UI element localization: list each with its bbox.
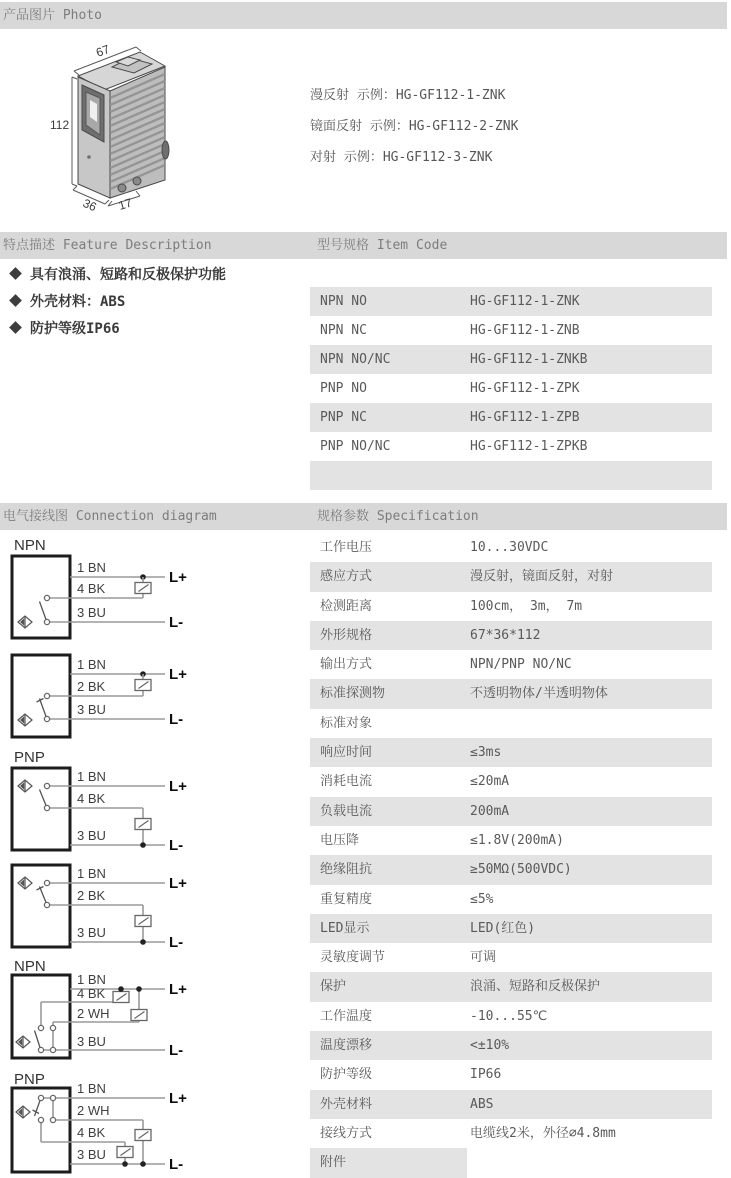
spec-label: 附件 bbox=[310, 1148, 467, 1177]
spec-value: ≥50MΩ(500VDC) bbox=[467, 855, 712, 884]
terminal-lminus: L- bbox=[169, 837, 184, 854]
wire-label: 1 BN bbox=[77, 866, 106, 881]
spec-row bbox=[310, 1060, 712, 1089]
spec-label: 接线方式 bbox=[310, 1119, 467, 1148]
wire-label: 3 BU bbox=[77, 828, 106, 843]
item-code: HG-GF112-1-ZNKB bbox=[467, 345, 712, 374]
spec-value: ≤5% bbox=[467, 885, 712, 914]
spec-row bbox=[310, 855, 712, 884]
spec-value: 电缆线2米，外径∅4.8mm bbox=[467, 1119, 712, 1148]
spec-row bbox=[310, 1090, 712, 1119]
spec-value: ≤1.8V(200mA) bbox=[467, 826, 712, 855]
spec-row bbox=[310, 1031, 712, 1060]
spec-value: 200mA bbox=[467, 797, 712, 826]
item-code bbox=[467, 461, 712, 490]
spec-row bbox=[310, 1119, 712, 1148]
spec-row bbox=[310, 767, 712, 796]
spec-label: LED显示 bbox=[310, 914, 467, 943]
spec-row bbox=[310, 1148, 712, 1177]
feature-item bbox=[8, 287, 226, 314]
spec-value bbox=[467, 1148, 712, 1177]
terminal-lminus: L- bbox=[169, 614, 184, 631]
wire-label: 3 BU bbox=[77, 925, 106, 940]
section-title-specification: 规格参数 Specification bbox=[317, 509, 479, 524]
feature-item bbox=[8, 260, 226, 287]
spec-label: 输出方式 bbox=[310, 650, 467, 679]
connection-diagram-npn-no bbox=[8, 534, 298, 646]
load-symbol-icon bbox=[117, 1147, 133, 1158]
spec-row bbox=[310, 562, 712, 591]
specification-table bbox=[310, 533, 712, 1178]
section-title-feature: 特点描述 Feature Description bbox=[3, 238, 212, 253]
wire-label: 1 BN bbox=[77, 560, 106, 575]
spec-value: 100cm， 3m， 7m bbox=[467, 592, 712, 621]
section-title-connection: 电气接线图 Connection diagram bbox=[3, 509, 217, 524]
diagram-type-label: NPN bbox=[14, 958, 46, 975]
item-code: HG-GF112-1-ZNB bbox=[467, 316, 712, 345]
feature-text: 外壳材料：ABS bbox=[30, 293, 126, 310]
section-header-connection-spec bbox=[0, 503, 727, 530]
sensor-symbol-icon bbox=[16, 1036, 30, 1048]
wire-label: 3 BU bbox=[77, 702, 106, 717]
product-drawing bbox=[46, 40, 226, 235]
item-code-table bbox=[310, 287, 712, 490]
diamond-bullet-icon bbox=[9, 321, 22, 334]
dimension-width-label: 67 bbox=[94, 41, 112, 60]
section-header-feature-itemcode bbox=[0, 232, 727, 259]
sensor-symbol-icon bbox=[16, 1106, 30, 1118]
item-code-row bbox=[310, 345, 712, 374]
load-symbol-icon bbox=[135, 680, 151, 691]
spec-row bbox=[310, 885, 712, 914]
example-retroreflective: 镜面反射 示例：HG-GF112-2-ZNK bbox=[310, 119, 519, 134]
spec-value: 浪涌、短路和反极保护 bbox=[467, 972, 712, 1001]
item-code: HG-GF112-1-ZPK bbox=[467, 374, 712, 403]
wire-label: 1 BN bbox=[77, 769, 106, 784]
item-code: HG-GF112-1-ZNK bbox=[467, 287, 712, 316]
connection-diagram-pnp-nc bbox=[8, 862, 298, 952]
sensor-symbol-icon bbox=[18, 714, 32, 726]
example-diffuse: 漫反射 示例：HG-GF112-1-ZNK bbox=[310, 88, 506, 103]
diagram-type-label: PNP bbox=[14, 1072, 45, 1088]
spec-row bbox=[310, 797, 712, 826]
spec-row bbox=[310, 709, 712, 738]
spec-label: 电压降 bbox=[310, 826, 467, 855]
feature-text: 防护等级IP66 bbox=[30, 320, 120, 337]
spec-label: 工作温度 bbox=[310, 1002, 467, 1031]
spec-row bbox=[310, 738, 712, 767]
wire-label: 4 BK bbox=[77, 986, 106, 1001]
load-symbol-icon bbox=[135, 916, 151, 927]
wire-label: 4 BK bbox=[77, 1125, 106, 1140]
feature-item bbox=[8, 314, 226, 341]
terminal-lminus: L- bbox=[169, 1042, 184, 1059]
load-symbol-icon bbox=[135, 819, 151, 830]
item-type: PNP NC bbox=[310, 403, 467, 432]
spec-row bbox=[310, 679, 712, 708]
spec-row bbox=[310, 914, 712, 943]
spec-value: ≤20mA bbox=[467, 767, 712, 796]
terminal-lminus: L- bbox=[169, 1156, 184, 1173]
spec-label: 响应时间 bbox=[310, 738, 467, 767]
spec-label: 感应方式 bbox=[310, 562, 467, 591]
connection-diagram-npn-nc bbox=[8, 652, 298, 742]
section-title-photo: 产品图片 Photo bbox=[3, 8, 102, 23]
spec-value: 不透明物体/半透明物体 bbox=[467, 679, 712, 708]
dimension-height-label: 112 bbox=[50, 118, 70, 132]
connection-diagram-pnp-no bbox=[8, 748, 298, 854]
spec-label: 消耗电流 bbox=[310, 767, 467, 796]
item-code: HG-GF112-1-ZPB bbox=[467, 403, 712, 432]
spec-value bbox=[467, 709, 712, 738]
diagram-type-label: PNP bbox=[14, 749, 45, 766]
wire-label: 2 WH bbox=[77, 1006, 110, 1021]
model-examples bbox=[310, 80, 518, 173]
spec-row bbox=[310, 943, 712, 972]
dimension-depth-label: 36 bbox=[80, 195, 99, 215]
spec-value: IP66 bbox=[467, 1060, 712, 1089]
wire-label: 2 WH bbox=[77, 1103, 110, 1118]
terminal-lminus: L- bbox=[169, 711, 184, 728]
spec-row bbox=[310, 972, 712, 1001]
terminal-lplus: L+ bbox=[169, 569, 187, 586]
wire-label: 3 BU bbox=[77, 1034, 106, 1049]
section-header-photo bbox=[0, 2, 727, 29]
item-code-row bbox=[310, 287, 712, 316]
spec-label: 保护 bbox=[310, 972, 467, 1001]
spec-label: 工作电压 bbox=[310, 533, 467, 562]
item-code-row bbox=[310, 374, 712, 403]
spec-value: 可调 bbox=[467, 943, 712, 972]
connection-diagram-npn-nonc bbox=[8, 958, 298, 1070]
wire-label: 1 BN bbox=[77, 1081, 106, 1096]
spec-value: LED(红色) bbox=[467, 914, 712, 943]
spec-value: 10...30VDC bbox=[467, 533, 712, 562]
load-symbol-icon bbox=[131, 1010, 147, 1021]
feature-text: 具有浪涌、短路和反极保护功能 bbox=[30, 266, 226, 283]
item-type: NPN NC bbox=[310, 316, 467, 345]
section-title-item-code: 型号规格 Item Code bbox=[317, 238, 448, 253]
item-type: NPN NO/NC bbox=[310, 345, 467, 374]
wire-label: 1 BN bbox=[77, 972, 106, 987]
item-type bbox=[310, 461, 467, 490]
wire-label: 1 BN bbox=[77, 657, 106, 672]
item-code-row bbox=[310, 403, 712, 432]
wire-label: 2 BK bbox=[77, 888, 106, 903]
spec-value: <±10% bbox=[467, 1031, 712, 1060]
wire-label: 3 BU bbox=[77, 605, 106, 620]
item-code-row bbox=[310, 316, 712, 345]
spec-value: 67*36*112 bbox=[467, 621, 712, 650]
spec-value: 漫反射，镜面反射，对射 bbox=[467, 562, 712, 591]
spec-label: 外壳材料 bbox=[310, 1090, 467, 1119]
terminal-lplus: L+ bbox=[169, 1090, 187, 1107]
wire-label: 2 BK bbox=[77, 679, 106, 694]
spec-label: 外形规格 bbox=[310, 621, 467, 650]
spec-label: 温度漂移 bbox=[310, 1031, 467, 1060]
spec-label: 灵敏度调节 bbox=[310, 943, 467, 972]
spec-row bbox=[310, 650, 712, 679]
dimension-offset-label: 17 bbox=[116, 195, 134, 213]
spec-value: ABS bbox=[467, 1090, 712, 1119]
sensor-symbol-icon bbox=[18, 877, 32, 889]
spec-value: NPN/PNP NO/NC bbox=[467, 650, 712, 679]
spec-row bbox=[310, 533, 712, 562]
spec-row bbox=[310, 592, 712, 621]
item-code-row bbox=[310, 461, 712, 490]
diagram-type-label: NPN bbox=[14, 537, 46, 554]
diamond-bullet-icon bbox=[9, 267, 22, 280]
spec-row bbox=[310, 1002, 712, 1031]
spec-label: 标准探测物 bbox=[310, 679, 467, 708]
spec-value: -10...55℃ bbox=[467, 1002, 712, 1031]
wire-label: 4 BK bbox=[77, 581, 106, 596]
item-type: PNP NO bbox=[310, 374, 467, 403]
item-type: NPN NO bbox=[310, 287, 467, 316]
wire-label: 4 BK bbox=[77, 791, 106, 806]
spec-value: ≤3ms bbox=[467, 738, 712, 767]
spec-label: 负载电流 bbox=[310, 797, 467, 826]
sensor-symbol-icon bbox=[18, 616, 32, 628]
connection-diagram-pnp-nonc bbox=[8, 1072, 298, 1178]
spec-label: 重复精度 bbox=[310, 885, 467, 914]
load-symbol-icon bbox=[135, 583, 151, 594]
spec-label: 检测距离 bbox=[310, 592, 467, 621]
item-code-row bbox=[310, 432, 712, 461]
spec-label: 标准对象 bbox=[310, 709, 467, 738]
terminal-lplus: L+ bbox=[169, 778, 187, 795]
example-throughbeam: 对射 示例：HG-GF112-3-ZNK bbox=[310, 150, 493, 165]
spec-label: 绝缘阻抗 bbox=[310, 855, 467, 884]
terminal-lplus: L+ bbox=[169, 666, 187, 683]
diamond-bullet-icon bbox=[9, 294, 22, 307]
load-symbol-icon bbox=[113, 992, 129, 1003]
terminal-lminus: L- bbox=[169, 934, 184, 951]
spec-row bbox=[310, 621, 712, 650]
terminal-lplus: L+ bbox=[169, 875, 187, 892]
sensor-symbol-icon bbox=[18, 780, 32, 792]
load-symbol-icon bbox=[135, 1130, 151, 1141]
spec-row bbox=[310, 826, 712, 855]
spec-label: 防护等级 bbox=[310, 1060, 467, 1089]
item-type: PNP NO/NC bbox=[310, 432, 467, 461]
terminal-lplus: L+ bbox=[169, 981, 187, 998]
wire-label: 3 BU bbox=[77, 1147, 106, 1162]
item-code: HG-GF112-1-ZPKB bbox=[467, 432, 712, 461]
feature-list bbox=[8, 260, 226, 341]
